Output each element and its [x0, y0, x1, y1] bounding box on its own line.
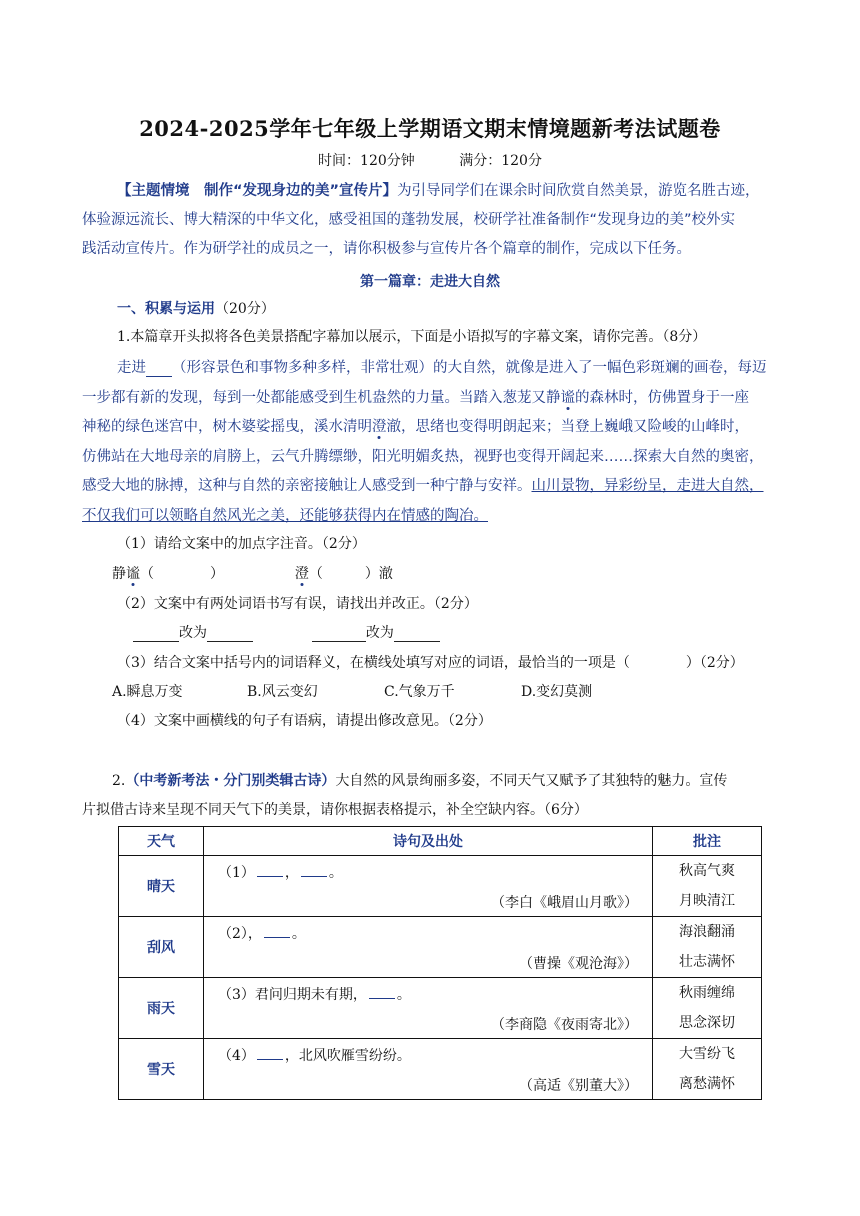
dotted-char: 谧 — [126, 566, 140, 582]
pinyin-answer[interactable]: （ ） — [140, 566, 224, 582]
q1-sub4: （4）文案中画横线的句子有语病，请提出修改意见。（2分） — [117, 713, 492, 729]
answer-blank[interactable] — [257, 864, 283, 877]
pinyin-char: 澈 — [378, 566, 393, 582]
weather-cell: 雨天 — [119, 978, 204, 1039]
table-row — [119, 917, 762, 978]
note-cell — [653, 1039, 762, 1100]
q2-number: 2. — [112, 773, 126, 789]
verse-text: 。 — [291, 926, 306, 942]
q2-tag: （中考新考法・分门别类辑古诗） — [125, 773, 336, 789]
q1-sub2: （2）文案中有两处词语书写有误，请找出并改正。（2分） — [117, 596, 478, 612]
table-row — [119, 1039, 762, 1100]
verse-text: （4） — [218, 1048, 255, 1064]
passage-line-1 — [117, 356, 767, 377]
pinyin-char: 静 — [112, 566, 126, 582]
note-text: 秋雨缠绵 — [679, 985, 735, 1001]
note-text: 海浪翻涌 — [679, 924, 735, 940]
pinyin-answer[interactable]: （ ） — [308, 566, 379, 582]
passage-text: （形容景色和事物多种多样，非常壮观）的大自然，就像是进入了一幅色彩斑斓的画卷，每迈 — [172, 360, 767, 376]
verse-text: ， — [284, 865, 299, 881]
passage-line-3 — [82, 415, 749, 436]
q1-sub3: （3）结合文案中括号内的词语释义，在横线处填写对应的词语，最恰当的一项是（ ）（2分） — [117, 655, 744, 671]
passage-line-6 — [82, 504, 488, 525]
note-text: 大雪纷飞 — [679, 1046, 735, 1062]
verse-cell — [204, 856, 653, 917]
verse-source: （李商隐《夜雨寄北》） — [491, 1017, 638, 1033]
header-verse: 诗句及出处 — [204, 827, 653, 856]
passage-line-2 — [82, 386, 749, 407]
weather-cell: 雪天 — [119, 1039, 204, 1100]
passage-line-5 — [82, 474, 764, 495]
answer-blank[interactable] — [369, 986, 395, 999]
passage-text: 走进 — [117, 360, 146, 376]
q2-text: 大自然的风景绚丽多姿，不同天气又赋予了其独特的魅力。宣传 — [335, 773, 728, 789]
answer-blank[interactable] — [207, 627, 253, 642]
note-text: 秋高气爽 — [679, 863, 735, 879]
section-heading — [117, 298, 275, 318]
answer-blank[interactable] — [312, 627, 366, 642]
poetry-table — [118, 826, 762, 1100]
q1-sub1: （1）请给文案中的加点字注音。（2分） — [117, 536, 366, 552]
note-text: 月映清江 — [679, 893, 735, 909]
correction-label: 改为 — [179, 625, 207, 641]
passage-text: 澈，思绪也变得明朗起来；当登上巍峨又险峻的山峰时， — [386, 419, 749, 435]
verse-source: （高适《别董大》） — [519, 1078, 638, 1094]
note-text: 壮志满怀 — [679, 954, 735, 970]
full-score: 满分：120分 — [459, 153, 542, 169]
intro-text: 为引导同学们在课余时间欣赏自然美景，游览名胜古迹， — [397, 183, 760, 199]
option-b[interactable]: B.风云变幻 — [247, 684, 318, 700]
section-label: 一、积累与运用 — [117, 301, 215, 317]
correction-row — [133, 622, 440, 642]
verse-text: 。 — [328, 865, 343, 881]
verse-text: 。 — [396, 987, 411, 1003]
note-cell — [653, 917, 762, 978]
option-c[interactable]: C.气象万千 — [384, 684, 455, 700]
verse-source: （曹操《观沧海》） — [519, 956, 638, 972]
note-text: 离愁满怀 — [679, 1076, 735, 1092]
verse-cell — [204, 917, 653, 978]
dotted-char: 澄 — [372, 419, 387, 435]
q2-stem-line-2: 片拟借古诗来呈现不同天气下的美景，请你根据表格提示，补全空缺内容。（6分） — [82, 802, 588, 818]
verse-text: ，北风吹雁雪纷纷。 — [284, 1048, 411, 1064]
time-limit: 时间：120分钟 — [318, 153, 415, 169]
answer-blank[interactable] — [133, 627, 179, 642]
underlined-sentence: 不仅我们可以领略自然风光之美，还能够获得内在情感的陶冶。 — [82, 508, 488, 524]
verse-cell — [204, 978, 653, 1039]
note-text: 思念深切 — [679, 1015, 735, 1031]
table-row — [119, 856, 762, 917]
verse-source: （李白《峨眉山月歌》） — [491, 895, 638, 911]
weather-cell: 晴天 — [119, 856, 204, 917]
note-cell — [653, 978, 762, 1039]
note-cell — [653, 856, 762, 917]
answer-blank[interactable] — [264, 925, 290, 938]
answer-blank[interactable] — [257, 1047, 283, 1060]
option-a[interactable]: A.瞬息万变 — [112, 684, 183, 700]
q2-stem-line-1 — [112, 770, 727, 790]
intro-line-1 — [117, 179, 760, 200]
exam-subtitle — [0, 150, 860, 170]
pinyin-row — [112, 563, 393, 583]
intro-line-2: 体验源远流长、博大精深的中华文化，感受祖国的蓬勃发展，校研学社准备制作“发现身边的美”校外实 — [82, 212, 736, 228]
answer-blank[interactable] — [301, 864, 327, 877]
weather-cell: 刮风 — [119, 917, 204, 978]
chapter-title: 第一篇章：走进大自然 — [360, 274, 500, 290]
fill-blank — [146, 362, 172, 377]
exam-title: 2024-2025学年七年级上学期语文期末情境题新考法试题卷 — [139, 116, 721, 141]
passage-line-4: 仿佛站在大地母亲的肩膀上，云气升腾缥缈，阳光明媚炙热，视野也变得开阔起来……探索大自然的奥密， — [82, 449, 764, 465]
dotted-char: 谧 — [560, 390, 575, 406]
table-header-row — [119, 827, 762, 856]
answer-blank[interactable] — [394, 627, 440, 642]
verse-text: （1） — [218, 865, 255, 881]
section-points: （20分） — [215, 301, 275, 317]
passage-text: 感受大地的脉搏，这种与自然的亲密接触让人感受到一种宁静与安祥。 — [82, 478, 532, 494]
passage-text: 一步都有新的发现，每到一处都能感受到生机盎然的力量。当踏入葱茏又静 — [82, 390, 561, 406]
table-row — [119, 978, 762, 1039]
option-d[interactable]: D.变幻莫测 — [521, 684, 593, 700]
dotted-char: 澄 — [294, 566, 309, 582]
verse-text: （3）君问归期未有期， — [218, 987, 367, 1003]
q1-stem: 1.本篇章开头拟将各色美景搭配字幕加以展示，下面是小语拟写的字幕文案，请你完善。（8分） — [117, 329, 707, 345]
correction-label: 改为 — [365, 625, 394, 641]
verse-cell — [204, 1039, 653, 1100]
underlined-sentence: 山川景物，异彩纷呈，走进大自然， — [531, 478, 764, 494]
header-note: 批注 — [653, 827, 762, 856]
verse-text: （2）， — [218, 926, 262, 942]
intro-lead: 【主题情境 制作“发现身边的美”宣传片】 — [117, 183, 398, 199]
passage-text: 的森林时，仿佛置身于一座 — [575, 390, 749, 406]
header-weather: 天气 — [119, 827, 204, 856]
passage-text: 神秘的绿色迷宫中，树木婆娑摇曳，溪水清明 — [82, 419, 372, 435]
intro-line-3: 践活动宣传片。作为研学社的成员之一，请你积极参与宣传片各个篇章的制作，完成以下任务。 — [82, 241, 691, 257]
